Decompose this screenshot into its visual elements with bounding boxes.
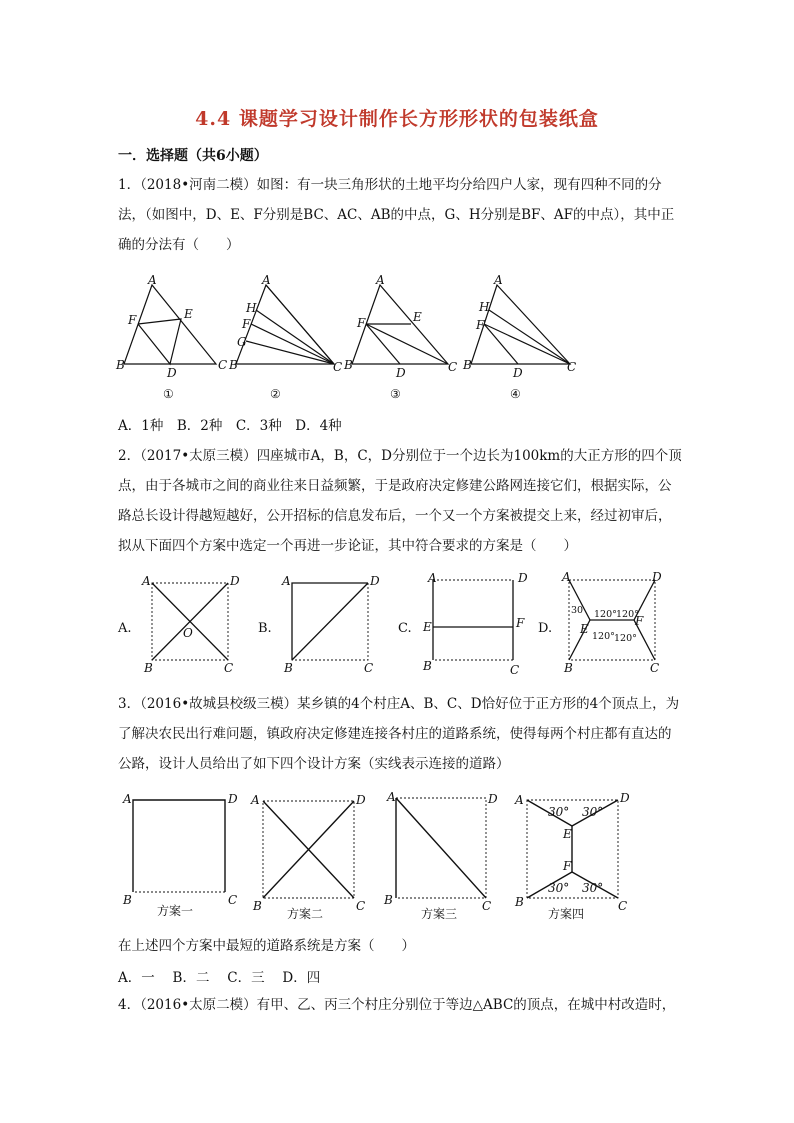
plan3-label-b: B: [384, 893, 393, 907]
q2c-label-e: E: [423, 620, 432, 634]
question-4-text: 4．（2016•太原二模）有甲、乙、丙三个村庄分别位于等边△ABC的顶点，在城中村改造时，: [118, 997, 676, 1013]
fig2-label-h: H: [246, 301, 257, 315]
plan3-caption: 方案三: [421, 907, 458, 921]
plan1-label-a: A: [123, 792, 132, 806]
q2d-angle-120-d: 120°: [614, 633, 637, 644]
q2d-label-a: A: [562, 570, 571, 584]
plan4-label-d: D: [620, 791, 630, 805]
question-3-question: 在上述四个方案中最短的道路系统是方案（ ）: [118, 938, 415, 954]
question-2-figures: [0, 570, 794, 680]
plan3-label-d: D: [488, 792, 498, 806]
q2d-angle-120-a: 120°: [594, 609, 617, 620]
fig3-label-d: D: [396, 366, 406, 380]
fig4-label-c: C: [567, 360, 577, 374]
fig4-caption: ④: [510, 387, 521, 401]
plan2-caption: 方案二: [287, 907, 324, 921]
plan1-label-c: C: [228, 893, 238, 907]
q2d-label-b: B: [564, 661, 573, 675]
q2c-label-a: A: [428, 571, 437, 585]
section-heading: 一．选择题（共6小题）: [118, 148, 268, 164]
q2b-label-c: C: [364, 661, 374, 675]
plan2-label-c: C: [356, 899, 366, 913]
q2a-label-d: D: [230, 574, 240, 588]
fig1-label-a: A: [148, 273, 157, 287]
q2d-label-f: F: [635, 614, 644, 628]
question-3-text: 3．（2016•故城县校级三模）某乡镇的4个村庄A、B、C、D恰好位于正方形的4个顶点上，为了解决农民出行难问题，镇政府决定修建连接各村庄的道路系统，使得每两个村庄都有直达的公路，设计人员给出了如下四个设计方案（实线表示连接的道路）: [118, 696, 680, 772]
optB-diagonal: [292, 583, 368, 660]
q2d-angle-30: 30: [571, 605, 584, 616]
fig1-label-d: D: [167, 366, 177, 380]
q2-option-a: A.: [118, 621, 132, 636]
q2c-label-b: B: [423, 659, 432, 673]
plan4-caption: 方案四: [548, 907, 585, 921]
fig1-label-e: E: [184, 307, 193, 321]
plan2-label-a: A: [251, 793, 260, 807]
plan1-roads: [133, 800, 225, 892]
fig2-label-b: B: [229, 358, 238, 372]
plan4-label-b: B: [515, 895, 524, 909]
fig4-label-f: F: [476, 318, 485, 332]
q2b-label-d: D: [370, 574, 380, 588]
fig1-label-c: C: [218, 358, 228, 372]
question-2-text: 2．（2017•太原三模）四座城市A，B，C，D分别位于一个边长为100km的大正方形的四个顶点，由于各城市之间的商业往来日益频繁，于是政府决定修建公路网连接它们，根据实际，公路总长设计得越短越好，公开招标的信息发布后，一个又一个方案被提交上来，经过初审后，拟从下面四个方案中选定一个再进一步论证，其中符合要求的方案是（ ）: [118, 448, 682, 554]
plan4-angle-1: 30°: [548, 805, 570, 819]
question-3-figures: [0, 785, 794, 925]
plan4-angle-2: 30°: [582, 805, 604, 819]
fig2-caption: ②: [270, 387, 281, 401]
fig4-label-b: B: [463, 358, 472, 372]
fig2-triangle: [236, 285, 334, 364]
plan1-caption: 方案一: [157, 904, 194, 918]
plan4-label-f: F: [563, 859, 572, 873]
fig1-midsegments: [138, 319, 181, 364]
plan3-label-c: C: [482, 899, 492, 913]
plan4-label-e: E: [563, 827, 572, 841]
question-1-options: A．1种 B．2种 C．3种 D．4种: [118, 418, 342, 434]
fig2-label-c: C: [333, 360, 343, 374]
fig1-label-f: F: [128, 313, 137, 327]
fig3-label-a: A: [376, 273, 385, 287]
page-title: 4.4 课题学习设计制作长方形形状的包装纸盒: [195, 108, 599, 130]
fig2-label-a: A: [262, 273, 271, 287]
q2d-angle-120-b: 120°: [616, 609, 639, 620]
fig1-label-b: B: [116, 358, 125, 372]
fig2-label-f: F: [242, 317, 251, 331]
plan1-label-b: B: [123, 893, 132, 907]
q2c-label-d: D: [518, 571, 528, 585]
q2d-label-c: C: [650, 661, 660, 675]
plan4-angle-4: 30°: [582, 881, 604, 895]
q2b-label-a: A: [282, 574, 291, 588]
q2d-label-e: E: [580, 622, 589, 636]
plan1-label-d: D: [228, 792, 238, 806]
q2c-label-c: C: [510, 663, 520, 677]
plan4-label-a: A: [515, 793, 524, 807]
fig1-caption: ①: [163, 387, 174, 401]
fig4-label-h: H: [479, 300, 490, 314]
fig3-label-c: C: [448, 360, 458, 374]
q2d-label-d: D: [652, 570, 662, 584]
q2a-label-a: A: [142, 574, 151, 588]
q2-option-c: C.: [398, 621, 412, 636]
fig3-label-e: E: [413, 310, 422, 324]
plan2-label-b: B: [253, 899, 262, 913]
q2b-label-b: B: [284, 661, 293, 675]
fig2-label-g: G: [237, 335, 247, 349]
plan4-angle-3: 30°: [548, 881, 570, 895]
fig3-caption: ③: [390, 387, 401, 401]
plan2-label-d: D: [356, 793, 366, 807]
q2a-label-c: C: [224, 661, 234, 675]
q2c-label-f: F: [516, 616, 525, 630]
q2a-label-b: B: [144, 661, 153, 675]
fig4-label-d: D: [513, 366, 523, 380]
plan4-label-c: C: [618, 899, 628, 913]
fig4-label-a: A: [494, 273, 503, 287]
plan3-label-a: A: [387, 790, 396, 804]
q2a-label-o: O: [183, 626, 193, 640]
question-1-figures: [0, 268, 794, 408]
q2-option-d: D.: [538, 621, 553, 636]
q2d-angle-120-c: 120°: [592, 631, 615, 642]
q2-option-b: B.: [258, 621, 272, 636]
fig3-label-f: F: [357, 316, 366, 330]
fig3-label-b: B: [344, 358, 353, 372]
plan3-diagonal: [396, 798, 486, 898]
question-1-text: 1．（2018•河南二模）如图：有一块三角形状的土地平均分给四户人家，现有四种不同的分法，（如图中，D、E、F分别是BC、AC、AB的中点，G、H分别是BF、AF的中点），其中正确的分法有（ ）: [118, 177, 675, 253]
question-3-options: A．一 B．二 C．三 D．四: [118, 970, 321, 986]
